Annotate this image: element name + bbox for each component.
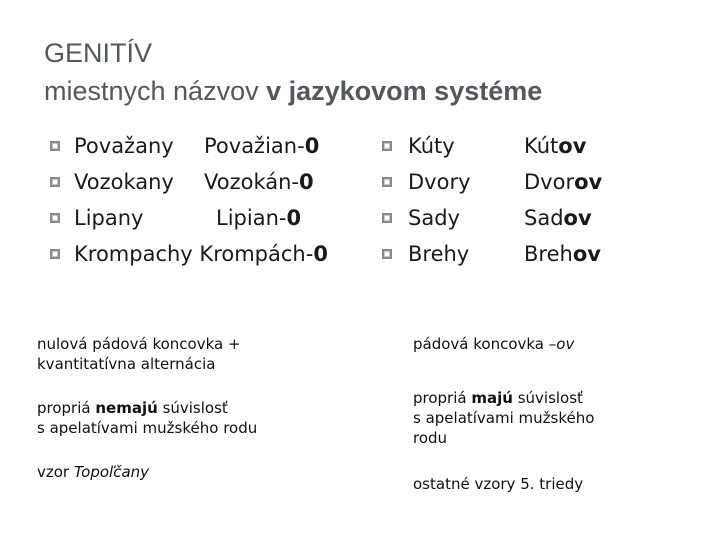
genitive-ending: 0 — [299, 170, 314, 194]
base-name: Dvory — [408, 170, 471, 194]
right-bullet-list — [382, 128, 602, 272]
pattern-name: Topoľčany — [73, 463, 150, 481]
genitive-form — [524, 166, 602, 198]
genitive-form — [524, 238, 601, 270]
square-bullet-icon — [50, 213, 60, 223]
genitive-ending: 0 — [304, 134, 320, 158]
list-item — [382, 200, 602, 236]
title-line-1: GENITÍV — [44, 38, 153, 68]
genitive-ending: 0 — [313, 242, 328, 266]
note-line: rodu — [413, 429, 448, 447]
left-bullet-list — [50, 128, 328, 272]
base-name: Vozokany — [74, 170, 174, 194]
base-name: Kúty — [408, 134, 455, 158]
note-relation — [413, 388, 594, 448]
genitive-ending: ov — [558, 134, 587, 158]
note-text: vzor — [37, 463, 74, 481]
genitive-ending: ov — [572, 242, 601, 266]
genitive-stem: Breh — [524, 242, 573, 266]
square-bullet-icon — [382, 249, 392, 259]
list-item — [382, 164, 602, 200]
genitive-form — [204, 130, 319, 162]
note-emphasis: majú — [471, 389, 513, 407]
title-line-2 — [44, 72, 694, 110]
genitive-form — [216, 202, 301, 234]
genitive-stem: Dvor — [524, 170, 575, 194]
list-item — [382, 128, 602, 164]
note-zero-ending — [37, 334, 241, 374]
genitive-stem: Kút — [524, 134, 559, 158]
list-item — [50, 236, 328, 272]
genitive-stem: Lipian- — [216, 206, 287, 230]
genitive-stem: Vozokán- — [204, 170, 300, 194]
note-text: súvislosť — [157, 399, 228, 417]
genitive-stem: Krompách- — [199, 242, 314, 266]
list-item — [50, 128, 328, 164]
note-line — [37, 398, 257, 418]
genitive-form — [204, 166, 314, 198]
note-text: súvislosť — [512, 389, 583, 407]
note-text: ostatné vzory 5. triedy — [413, 475, 584, 493]
square-bullet-icon — [382, 141, 392, 151]
title-line-2-bold: v jazykovom systéme — [266, 76, 543, 106]
list-item — [50, 200, 328, 236]
base-name: Lipany — [74, 206, 144, 230]
genitive-form — [524, 202, 592, 234]
square-bullet-icon — [382, 213, 392, 223]
base-name: Krompachy — [74, 242, 193, 266]
note-line: s apelatívami mužského rodu — [37, 419, 258, 437]
genitive-form — [199, 238, 328, 270]
note-text: pádová koncovka – — [413, 335, 557, 353]
note-line: nulová pádová koncovka + — [37, 335, 241, 353]
genitive-ending: ov — [574, 170, 603, 194]
square-bullet-icon — [50, 141, 60, 151]
list-item — [382, 236, 602, 272]
note-ov-ending — [413, 334, 574, 354]
note-line: s apelatívami mužského — [413, 409, 595, 427]
square-bullet-icon — [382, 177, 392, 187]
base-name: Sady — [408, 206, 460, 230]
note-line: kvantitatívna alternácia — [37, 355, 216, 373]
base-name: Považany — [74, 134, 174, 158]
genitive-ending: ov — [563, 206, 592, 230]
note-text: propriá — [37, 399, 96, 417]
note-emphasis: ov — [556, 335, 575, 353]
genitive-ending: 0 — [286, 206, 302, 230]
note-pattern — [37, 462, 149, 482]
genitive-stem: Sad — [524, 206, 564, 230]
title-line-2-normal: miestnych názvov — [44, 76, 267, 106]
square-bullet-icon — [50, 249, 60, 259]
slide-title — [44, 34, 694, 110]
square-bullet-icon — [50, 177, 60, 187]
genitive-stem: Považian- — [204, 134, 305, 158]
note-emphasis: nemajú — [95, 399, 158, 417]
note-other-patterns — [413, 474, 583, 494]
base-name: Brehy — [408, 242, 470, 266]
note-line — [413, 388, 594, 408]
note-text: propriá — [413, 389, 472, 407]
note-no-relation — [37, 398, 257, 438]
list-item — [50, 164, 328, 200]
genitive-form — [524, 130, 586, 162]
